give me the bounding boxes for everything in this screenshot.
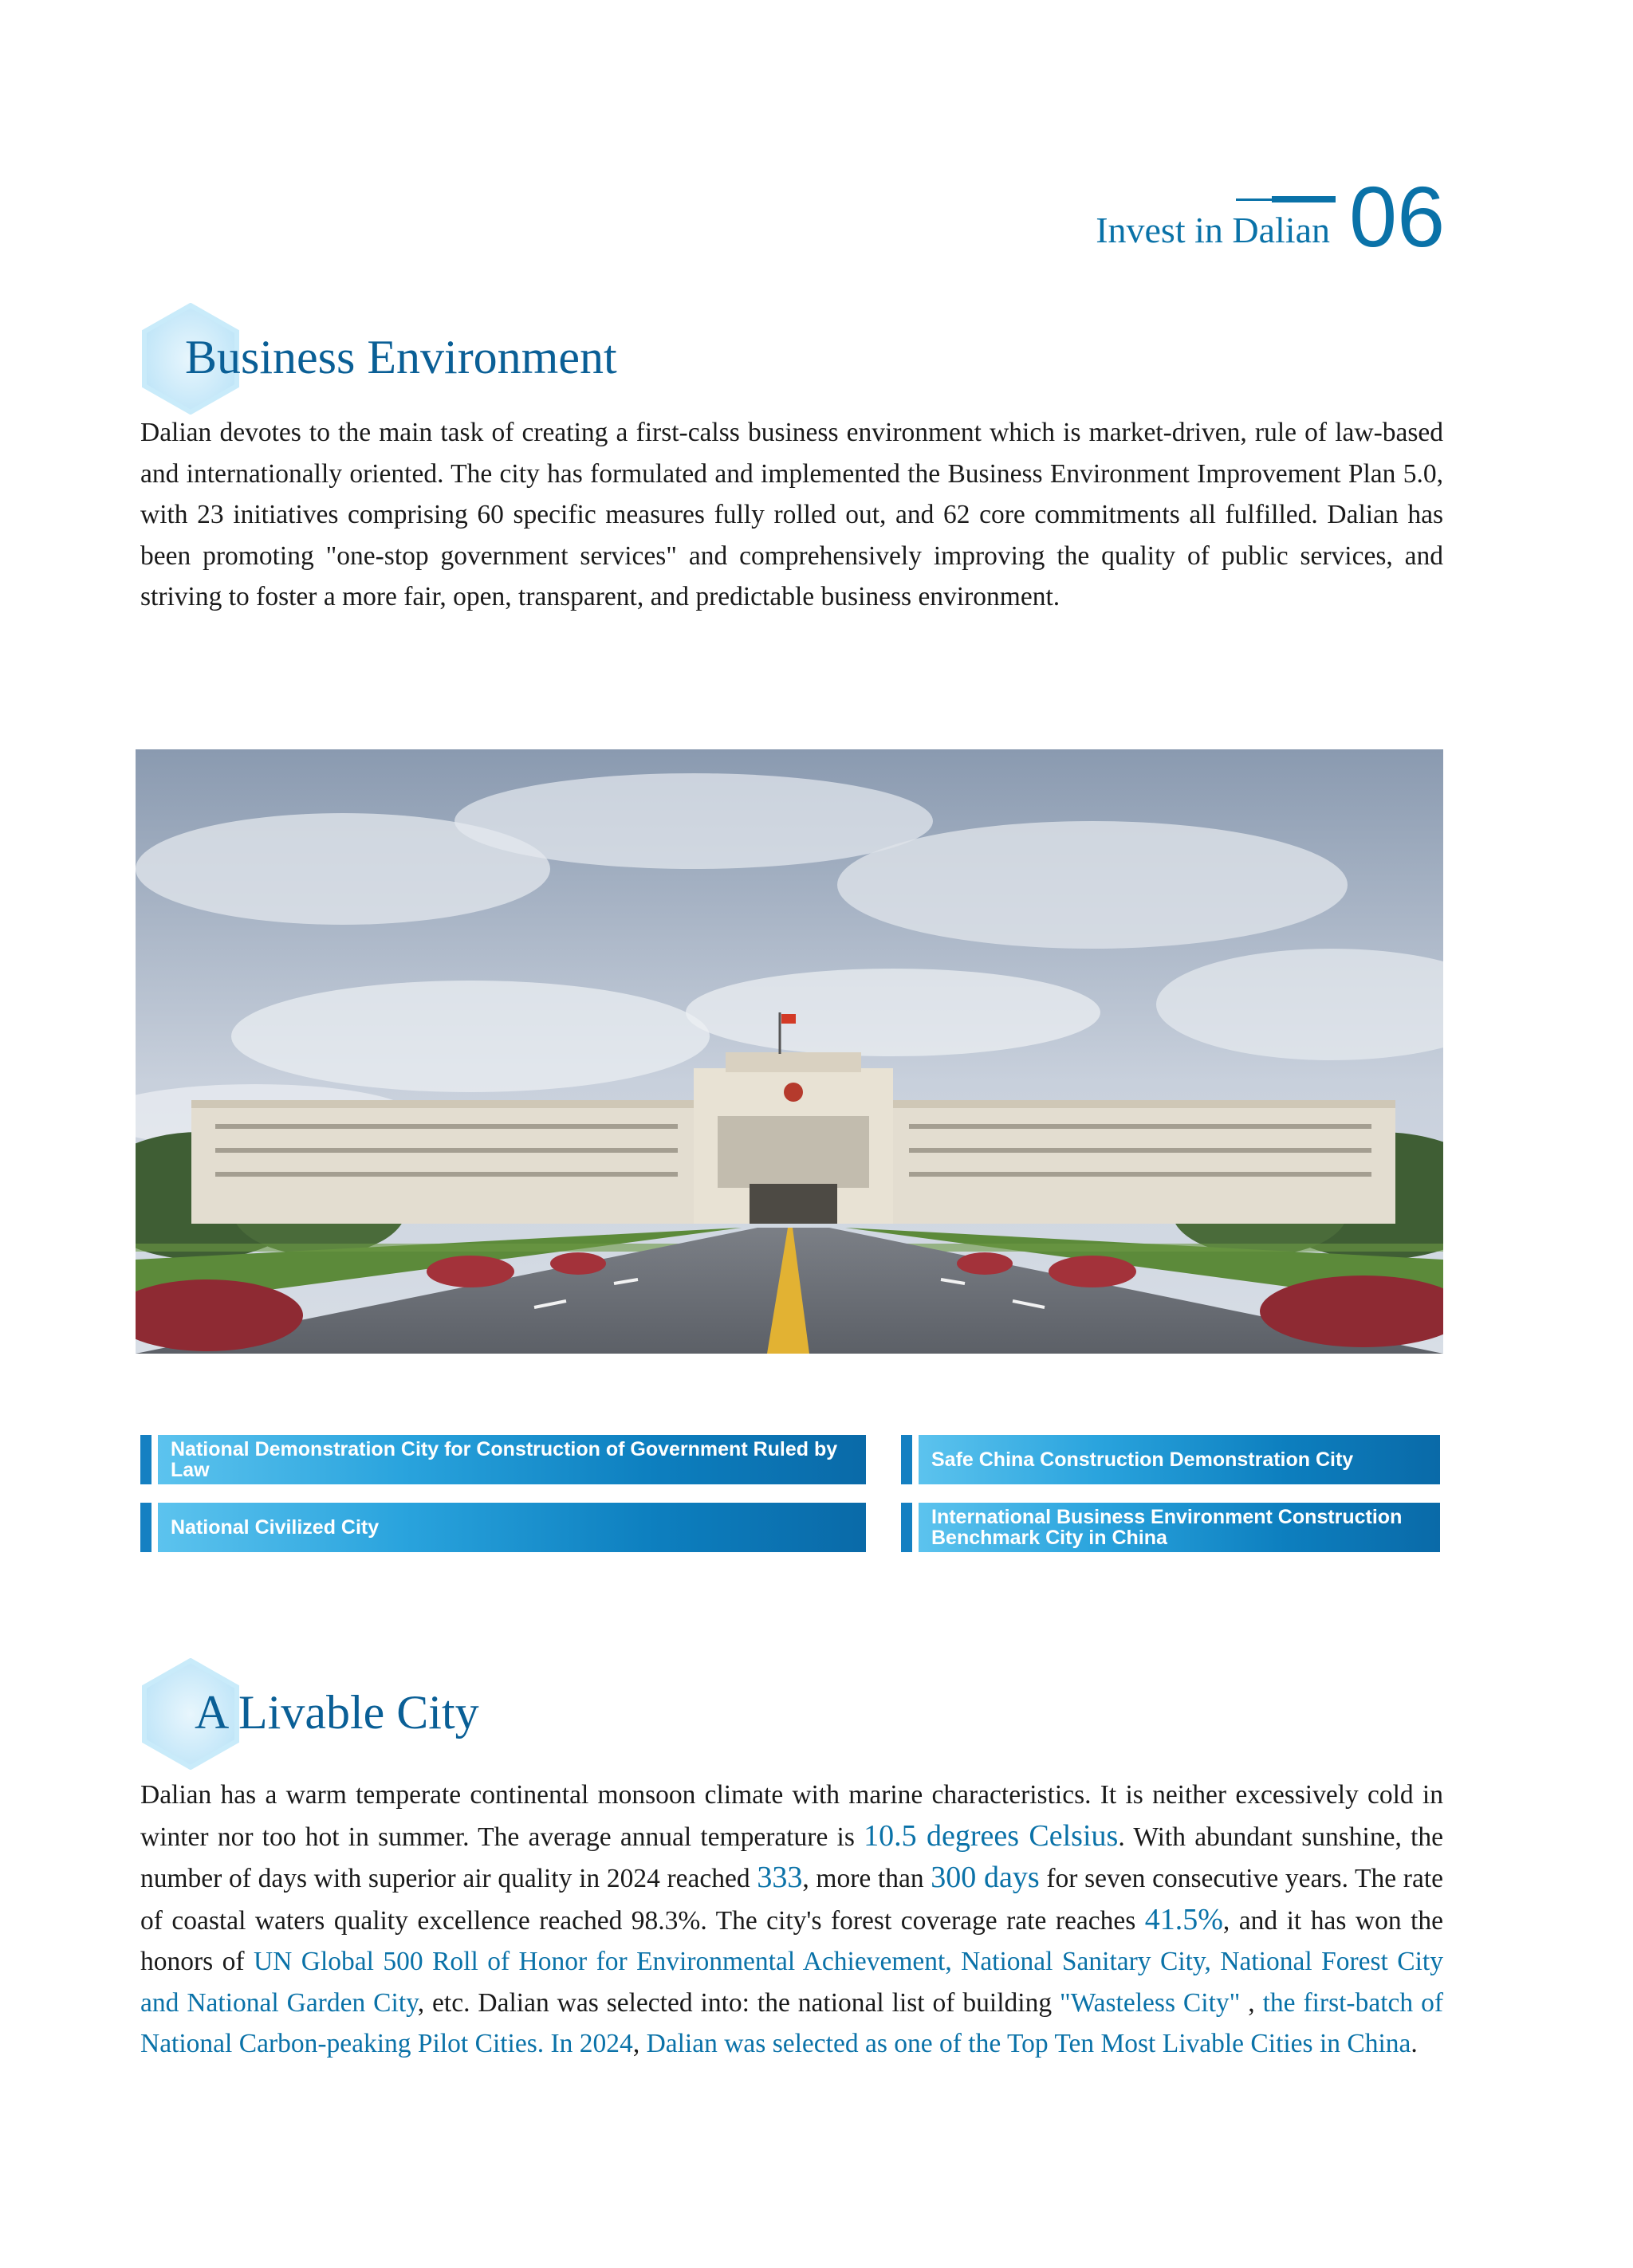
highlight-honors: UN Global 500 Roll of Honor for Environmental Achievement, National Sanitary City, National Forest City and National Garden City [140, 1947, 1443, 2018]
honor-label: National Civilized City [158, 1503, 866, 1552]
highlight-carbon: the first-batch of National Carbon-peaking Pilot Cities. In 2024 [140, 1987, 1443, 2058]
highlight-air-days: 333 [757, 1861, 803, 1894]
header-rule-thick [1272, 196, 1336, 202]
business-paragraph: Dalian devotes to the main task of creating a first-calss business environment which is market-driven, rule of law-based and internationally oriented. The city has formulated and implemented the Business Environment Improvement Plan 5.0, with 23 initiatives comprising 60 specific measures fully rolled out, and 62 core commitments all fulfilled. Dalian has been promoting "one-stop government services" and comprehensively improving the quality of public services, and striving to foster a more fair, open, transparent, and predictable business environment. [140, 418, 1443, 611]
honor-bar-safe-china [901, 1435, 1440, 1484]
text-run: . [1411, 2029, 1418, 2058]
text-run: , [1240, 1987, 1263, 2018]
text-run: . With abundant sunshine, the number of days with superior air quality in 2024 reached [140, 1822, 1444, 1893]
honor-bar-tab [901, 1503, 912, 1552]
header-label: Invest in Dalian [1096, 210, 1330, 250]
honor-bar-civilized-city [140, 1503, 866, 1552]
section-title-livable: A Livable City [195, 1686, 479, 1739]
highlight-top-ten: Dalian was selected as one of the Top Ten Most Livable Cities in China [646, 2029, 1411, 2058]
text-run: , more than [802, 1864, 931, 1893]
government-building-photo [136, 749, 1443, 1354]
page-number: 06 [1349, 168, 1446, 265]
honor-bar-tab [901, 1435, 912, 1484]
honor-bar-business-benchmark [901, 1503, 1440, 1552]
honor-bar-government-law [140, 1435, 866, 1484]
honor-bar-tab [140, 1503, 151, 1552]
highlight-wasteless: "Wasteless City" [1060, 1987, 1241, 2018]
honor-bar-tab [140, 1435, 151, 1484]
highlight-forest: 41.5% [1144, 1902, 1223, 1936]
text-run: for seven consecutive years. The rate of coastal waters quality excellence reached 98.3%. The city's forest coverage rate reaches [140, 1864, 1443, 1936]
honor-label: Safe China Construction Demonstration City [919, 1435, 1440, 1484]
highlight-300-days: 300 days [931, 1861, 1040, 1894]
text-run: , [632, 2029, 647, 2058]
text-run: Dalian has a warm temperate continental monsoon climate with marine characteristics. It is neither excessively cold in winter nor too hot in summer. The average annual temperature is [140, 1780, 1443, 1852]
text-run: , etc. Dalian was selected into: the national list of building [417, 1987, 1060, 2018]
livable-paragraph [140, 1775, 1443, 2065]
section-title-business: Business Environment [185, 331, 617, 383]
honor-label: International Business Environment Construction Benchmark City in China [919, 1503, 1440, 1552]
honor-label: National Demonstration City for Construction of Government Ruled by Law [158, 1435, 866, 1484]
text-run: , and it has won the honors of [140, 1905, 1443, 1976]
header-rule-thin [1236, 198, 1272, 201]
highlight-temperature: 10.5 degrees Celsius [864, 1818, 1119, 1853]
